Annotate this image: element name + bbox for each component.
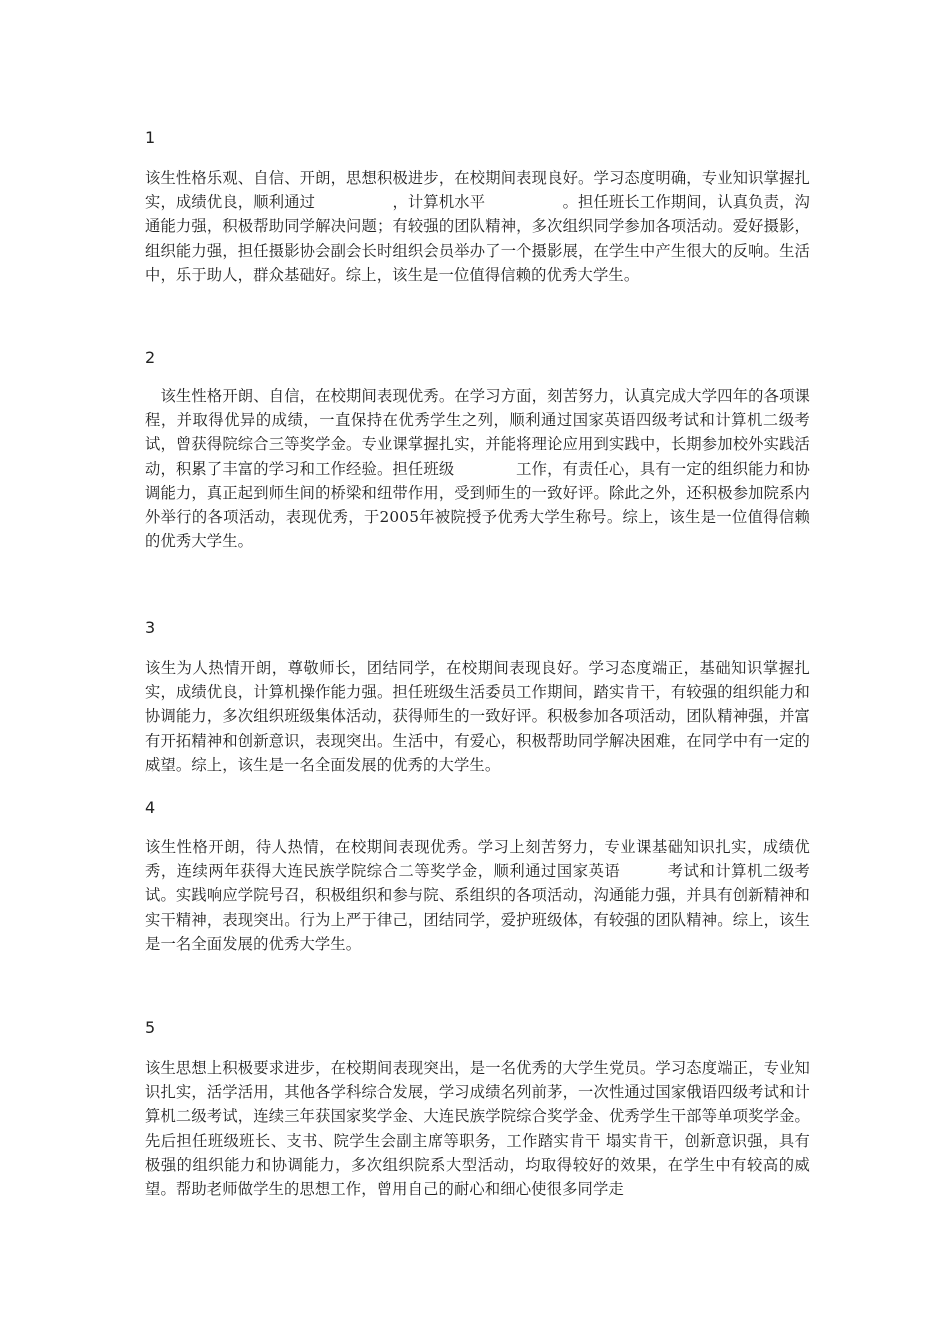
- section-5-text: 该生思想上积极要求进步，在校期间表现突出，是一名优秀的大学生党员。学习态度端正，专业知识扎实，活学活用，其他各学科综合发展，学习成绩名列前茅，一次性通过国家俄语四级考试和计算机二级考试，连续三年获国家奖学金、大连民族学院综合奖学金、优秀学生干部等单项奖学金。先后担任班级班长、支书、院学生会副主席等职务，工作踏实肯干 塌实肯干，创新意识强，具有极强的组织能力和协调能力，多次组织院系大型活动，均取得较好的效果，在学生中有较高的威望。帮助老师做学生的思想工作，曾用自己的耐心和细心使很多同学走: [145, 1059, 810, 1199]
- section-1-text: 该生性格乐观、自信、开朗，思想积极进步，在校期间表现良好。学习态度明确，专业知识掌握扎实，成绩优良，顺利通过 ，计算机水平 。担任班长工作期间，认真负责，沟通能力强，积极帮助同学解决问题；有较强的团队精神，多次组织同学参加各项活动。爱好摄影，组织能力强，担任摄影协会副会长时组织会员举办了一个摄影展，在学生中产生很大的反响。生活中，乐于助人，群众基础好。综上，该生是一位值得信赖的优秀大学生。: [145, 169, 810, 284]
- section-4-number: 4: [145, 798, 156, 817]
- section-2-text: 该生性格开朗、自信，在校期间表现优秀。在学习方面，刻苦努力，认真完成大学四年的各项课程，并取得优异的成绩，一直保持在优秀学生之列，顺利通过国家英语四级考试和计算机二级考试，曾获得院综合三等奖学金。专业课掌握扎实，并能将理论应用到实践中，长期参加校外实践活动，积累了丰富的学习和工作经验。担任班级 工作，有责任心，具有一定的组织能力和协调能力，真正起到师生间的桥梁和纽带作用，受到师生的一致好评。除此之外，还积极参加院系内外举行的各项活动，表现优秀，于2005年被院授予优秀大学生称号。综上，该生是一位值得信赖的优秀大学生。: [145, 387, 810, 551]
- section-5-number: 5: [145, 1018, 156, 1037]
- section-1-number: 1: [145, 128, 156, 147]
- section-2-number: 2: [145, 348, 156, 367]
- section-4-text: 该生性格开朗，待人热情，在校期间表现优秀。学习上刻苦努力，专业课基础知识扎实，成绩优秀，连续两年获得大连民族学院综合二等奖学金，顺利通过国家英语 考试和计算机二级考试。实践响应学院号召，积极组织和参与院、系组织的各项活动，沟通能力强，并具有创新精神和实干精神，表现突出。行为上严于律己，团结同学，爱护班级体，有较强的团队精神。综上，该生是一名全面发展的优秀大学生。: [145, 838, 810, 953]
- section-3-number: 3: [145, 618, 156, 637]
- section-3-text: 该生为人热情开朗，尊敬师长，团结同学，在校期间表现良好。学习态度端正，基础知识掌握扎实，成绩优良，计算机操作能力强。担任班级生活委员工作期间，踏实肯干，有较强的组织能力和协调能力，多次组织班级集体活动，获得师生的一致好评。积极参加各项活动，团队精神强，并富有开拓精神和创新意识，表现突出。生活中，有爱心，积极帮助同学解决困难，在同学中有一定的威望。综上，该生是一名全面发展的优秀的大学生。: [145, 659, 810, 774]
